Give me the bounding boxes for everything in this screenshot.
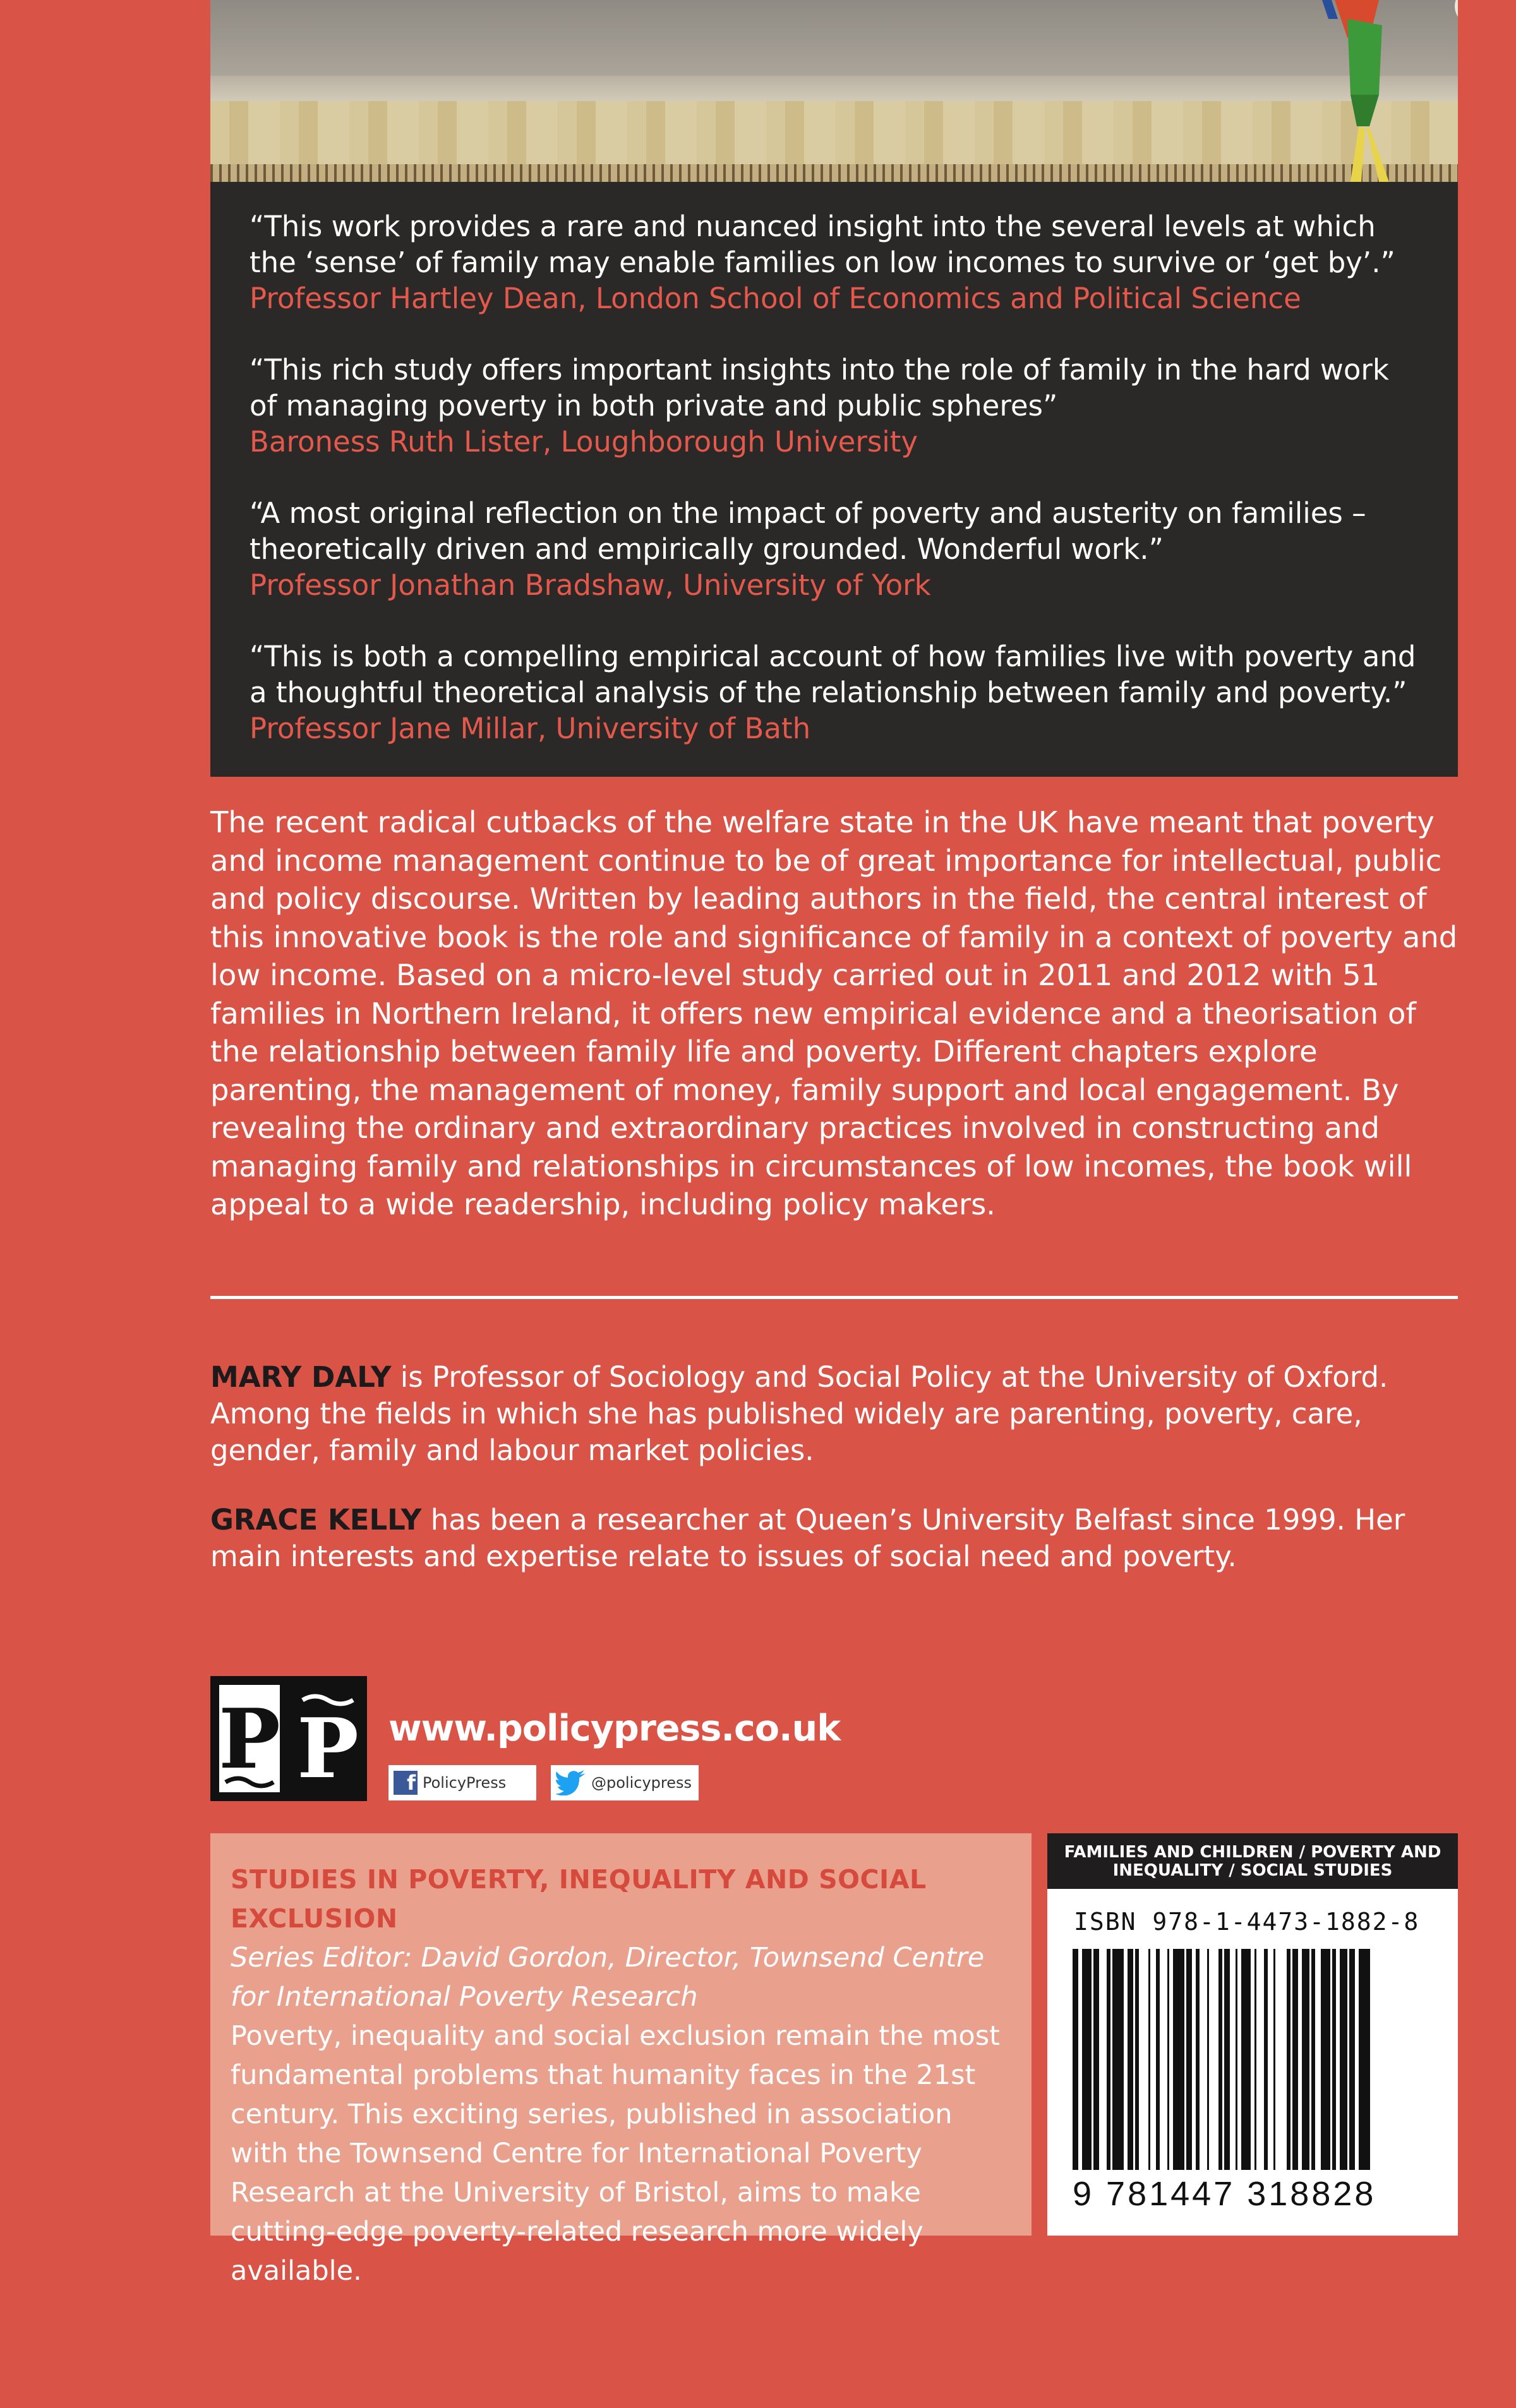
author-bio-text: is Professor of Sociology and Social Policy at the University of Oxford. Among the fields in which she has published widely are parenting, poverty, care, gender, family and labour market policies. — [210, 1360, 1388, 1467]
barcode-bar — [1340, 1949, 1347, 2170]
barcode-bar — [1156, 1949, 1160, 2170]
endorsement-author: Professor Jonathan Bradshaw, University of York — [250, 568, 931, 602]
series-description: Poverty, inequality and social exclusion remain the most fundamental problems that humanity faces in the 21st century. This exciting series, published in association with the Townsend Centre for International Poverty Research at the University of Bristol, aims to make cutting-edge poverty-related research more widely available. — [231, 2020, 1000, 2287]
logo-letter-right: P — [297, 1700, 359, 1797]
twitter-icon — [556, 1770, 586, 1795]
twitter-link[interactable] — [551, 1765, 699, 1800]
facebook-icon: f — [394, 1771, 418, 1795]
barcode-bar — [1073, 1949, 1078, 2170]
isbn-label: ISBN 978-1-4473-1882-8 — [1074, 1908, 1420, 1936]
barcode-number: 9 781447 318828 — [1073, 2175, 1376, 2213]
barcode-bar — [1302, 1949, 1309, 2170]
endorsement-author: Professor Jane Millar, University of Bath — [250, 712, 811, 745]
author-bio — [210, 1502, 1458, 1575]
endorsement-quote: “This is both a compelling empirical account of how families live with poverty and a thoughtful theoretical analysis of the relationship between family and poverty.” — [250, 640, 1416, 709]
barcode-bar — [1107, 1949, 1110, 2170]
author-name: MARY DALY — [210, 1360, 392, 1394]
publisher-url-link[interactable]: www.policypress.co.uk — [388, 1708, 841, 1749]
endorsement — [250, 638, 1419, 746]
author-bio — [210, 1359, 1458, 1469]
barcode-bar — [1332, 1949, 1336, 2170]
endorsement-author: Professor Hartley Dean, London School of Economics and Political Science — [250, 282, 1301, 315]
author-name: GRACE KELLY — [210, 1503, 422, 1536]
facebook-handle: PolicyPress — [423, 1774, 507, 1792]
barcode-bar — [1359, 1949, 1370, 2170]
barcode-bar — [1311, 1949, 1315, 2170]
endorsement-quote: “This work provides a rare and nuanced insight into the several levels at which the ‘sense’ of family may enable families on low incomes to survive or ‘get by’.” — [250, 210, 1395, 279]
endorsement-quote: “A most original reflection on the impact of poverty and austerity on families – theoretically driven and empirically grounded. Wonderful work.” — [250, 496, 1366, 566]
endorsement-author: Baroness Ruth Lister, Loughborough University — [250, 425, 918, 458]
barcode-bar — [1093, 1949, 1099, 2170]
barcode-bar — [1224, 1949, 1230, 2170]
barcode-bar — [1273, 1949, 1275, 2170]
cover-photo — [210, 0, 1458, 182]
barcode-bar — [1292, 1949, 1298, 2170]
barcode-bar — [1236, 1949, 1237, 2170]
barcode-bar — [1241, 1949, 1251, 2170]
divider — [210, 1296, 1458, 1299]
endorsement-quote: “This rich study offers important insights into the role of family in the hard work of managing poverty in both private and public spheres” — [250, 353, 1389, 422]
facebook-link[interactable] — [388, 1765, 536, 1800]
barcode-bar — [1196, 1949, 1200, 2170]
barcode-bar — [1321, 1949, 1330, 2170]
barcode-bars — [1073, 1949, 1439, 2176]
author-bio-text: has been a researcher at Queen’s University Belfast since 1999. Her main interests and expertise relate to issues of social need and poverty. — [210, 1503, 1405, 1573]
barcode-bar — [1135, 1949, 1139, 2170]
barcode-box — [1047, 1833, 1458, 2236]
barcode-bar — [1173, 1949, 1184, 2170]
endorsement — [250, 495, 1419, 603]
barcode-bar — [1112, 1949, 1124, 2170]
barcode-bar — [1207, 1949, 1209, 2170]
barcode-bar — [1218, 1949, 1222, 2170]
barcode-bar — [1349, 1949, 1355, 2170]
endorsement — [250, 208, 1419, 316]
toy-figure-image — [1221, 0, 1458, 182]
barcode-bar — [1287, 1949, 1290, 2170]
series-title: STUDIES IN POVERTY, INEQUALITY AND SOCIAL EXCLUSION — [231, 1864, 927, 1934]
endorsement — [250, 352, 1419, 460]
barcode-bar — [1254, 1949, 1256, 2170]
policy-press-logo — [210, 1676, 367, 1801]
twitter-handle: @policypress — [591, 1774, 692, 1792]
endorsements-box — [210, 182, 1458, 777]
barcode-bar — [1082, 1949, 1092, 2170]
subject-category: FAMILIES AND CHILDREN / POVERTY AND INEQUALITY / SOCIAL STUDIES — [1047, 1833, 1458, 1889]
book-description: The recent radical cutbacks of the welfare state in the UK have meant that poverty and income management continue to be of great importance for intellectual, public and policy discourse. Written by leading authors in the field, the central interest of this innovative book is the role and significance of family in a context of poverty and low income. Based on a micro-level study carried out in 2011 and 2012 with 51 families in Northern Ireland, it offers new empirical evidence and a theorisation of the relationship between family life and poverty. Different chapters explore parenting, the management of money, family support and local engagement. By revealing the ordinary and extraordinary practices involved in constructing and managing family and relationships in circumstances of low incomes, the book will appeal to a wide readership, including policy makers. — [210, 805, 1458, 1221]
barcode-bar — [1148, 1949, 1150, 2170]
series-editor: Series Editor: David Gordon, Director, Townsend Centre for International Poverty Research — [231, 1942, 985, 2013]
barcode-bar — [1128, 1949, 1133, 2170]
logo-letter-left: P — [219, 1691, 280, 1787]
series-box — [210, 1833, 1032, 2287]
barcode-bar — [1264, 1949, 1268, 2170]
barcode-bar — [1167, 1949, 1169, 2170]
barcode-bar — [1186, 1949, 1192, 2170]
